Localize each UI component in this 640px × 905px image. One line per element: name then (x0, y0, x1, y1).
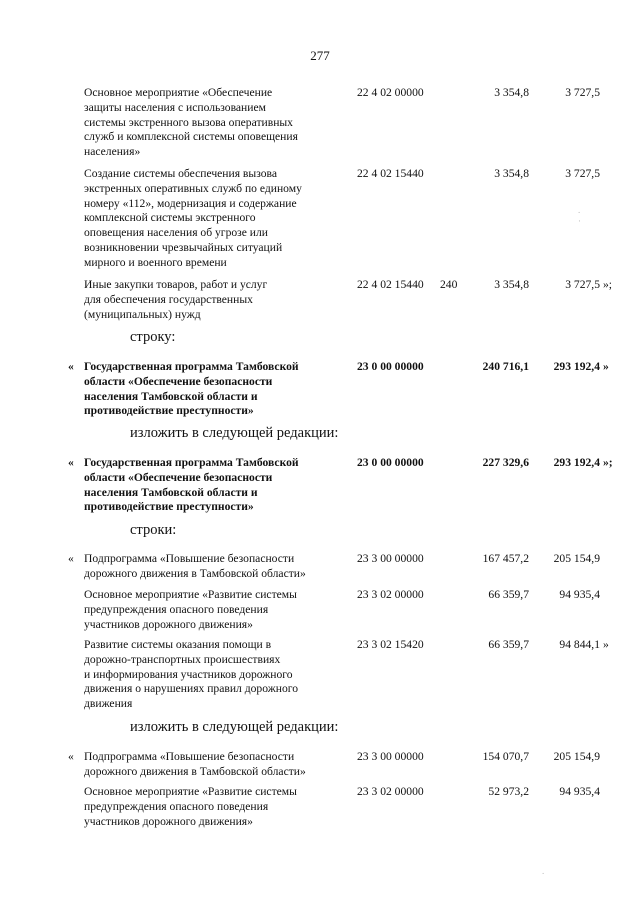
closing-quote: » (603, 638, 609, 651)
target-code: 23 3 02 00000 (357, 588, 424, 601)
row-description: Основное мероприятие «Развитие системы предупреждения опасного поведения участников дорожного движения» (84, 785, 297, 828)
instruction-text: строку: (130, 329, 176, 345)
scan-speck: . (542, 866, 545, 876)
amount-second-year: 94 844,1 (559, 638, 600, 651)
instruction-text: изложить в следующей редакции: (130, 719, 339, 735)
amount-first-year: 3 354,8 (494, 278, 529, 291)
target-code: 22 4 02 15440 (357, 278, 424, 291)
amount-first-year: 3 354,8 (494, 86, 529, 99)
scan-speck: · (578, 216, 581, 226)
opening-quote: « (68, 552, 74, 565)
amount-second-year: 3 727,5 (565, 278, 600, 291)
instruction-text: строки: (130, 522, 177, 538)
row-description: Создание системы обеспечения вызова экстренных оперативных служб по единому номеру «112», модернизация и содержание комплексной системы экстренного оповещения населения об угрозе или возникновении чрезвычайных ситуаций мирного и военного времени (84, 167, 302, 269)
amount-first-year: 154 070,7 (482, 750, 529, 763)
closing-quote: »; (603, 278, 613, 291)
opening-quote: « (68, 360, 74, 373)
opening-quote: « (68, 750, 74, 763)
row-description: Основное мероприятие «Обеспечение защиты населения с использованием системы экстренного вызова оперативных служб и комплексной системы оповещения населения» (84, 86, 298, 159)
amount-first-year: 66 359,7 (488, 588, 529, 601)
target-code: 23 0 00 00000 (357, 456, 424, 469)
amount-second-year: 293 192,4 (553, 360, 600, 373)
amount-second-year: 94 935,4 (559, 785, 600, 798)
amount-second-year: 205 154,9 (553, 750, 600, 763)
row-description: Государственная программа Тамбовской области «Обеспечение безопасности населения Тамбовской области и противодействие преступности» (84, 456, 299, 514)
row-description: Подпрограмма «Повышение безопасности дорожного движения в Тамбовской области» (84, 552, 306, 580)
row-description: Основное мероприятие «Развитие системы предупреждения опасного поведения участников дорожного движения» (84, 588, 297, 631)
target-code: 23 3 02 00000 (357, 785, 424, 798)
instruction-text: изложить в следующей редакции: (130, 425, 339, 441)
amount-first-year: 240 716,1 (482, 360, 529, 373)
row-description: Подпрограмма «Повышение безопасности дорожного движения в Тамбовской области» (84, 750, 306, 778)
amount-second-year: 3 727,5 (565, 167, 600, 180)
amount-second-year: 94 935,4 (559, 588, 600, 601)
scan-speck: . (578, 205, 581, 215)
target-code: 22 4 02 00000 (357, 86, 424, 99)
row-description: Развитие системы оказания помощи в дорожно-транспортных происшествиях и информирования участников дорожного движения о нарушениях правил дорожного движения (84, 638, 299, 711)
closing-quote: »; (603, 456, 613, 469)
amount-first-year: 167 457,2 (482, 552, 529, 565)
row-description: Иные закупки товаров, работ и услуг для обеспечения государственных (муниципальных) нужд (84, 278, 268, 321)
target-code: 23 3 00 00000 (357, 552, 424, 565)
row-description: Государственная программа Тамбовской области «Обеспечение безопасности населения Тамбовской области и противодействие преступности» (84, 360, 299, 418)
amount-first-year: 66 359,7 (488, 638, 529, 651)
amount-first-year: 227 329,6 (482, 456, 529, 469)
amount-first-year: 3 354,8 (494, 167, 529, 180)
amount-first-year: 52 973,2 (488, 785, 529, 798)
target-code: 23 3 02 15420 (357, 638, 424, 651)
amount-second-year: 3 727,5 (565, 86, 600, 99)
target-code: 22 4 02 15440 (357, 167, 424, 180)
page-number: 277 (310, 48, 330, 63)
closing-quote: » (603, 360, 609, 373)
amount-second-year: 205 154,9 (553, 552, 600, 565)
target-code: 23 0 00 00000 (357, 360, 424, 373)
target-code: 23 3 00 00000 (357, 750, 424, 763)
amount-second-year: 293 192,4 (553, 456, 600, 469)
expense-type-code: 240 (440, 278, 458, 291)
opening-quote: « (68, 456, 74, 469)
